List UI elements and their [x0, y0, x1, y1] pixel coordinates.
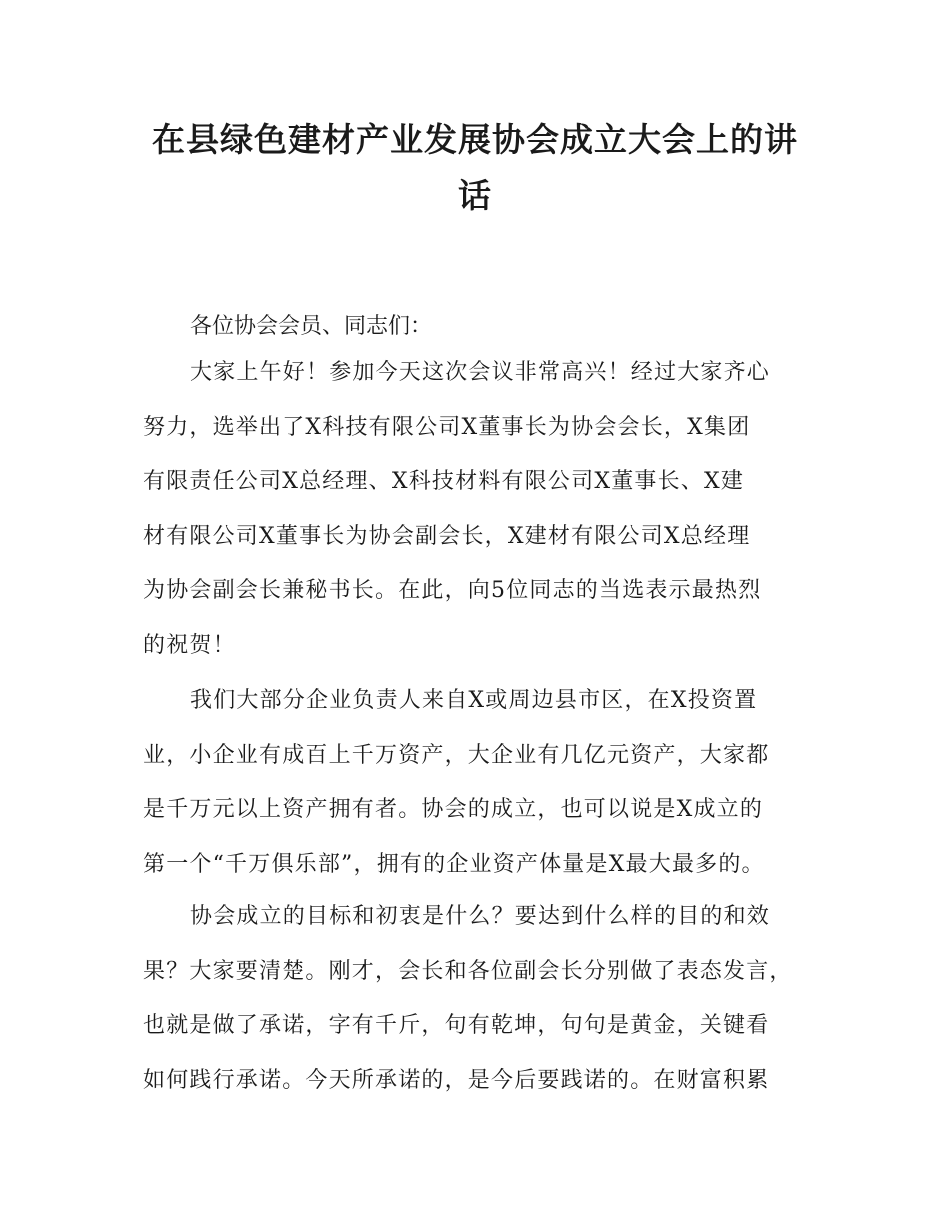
- paragraph-line: 我们大部分企业负责人来自X或周边县市区，在X投资置: [190, 688, 758, 713]
- paragraph-line: 如何践行承诺。今天所承诺的，是今后要践诺的。在财富积累: [143, 1067, 770, 1093]
- paragraph-line: 业，小企业有成百上千万资产，大企业有几亿元资产，大家都: [143, 742, 770, 768]
- paragraph-line: 也就是做了承诺，字有千斤，句有乾坤，句句是黄金，关键看: [143, 1013, 770, 1038]
- paragraph-line: 第一个“千万俱乐部”，拥有的企业资产体量是X最大最多的。: [143, 851, 765, 877]
- paragraph-line: 为协会副会长兼秘书长。在此，向5位同志的当选表示最热烈: [143, 578, 762, 603]
- paragraph-line: 果？大家要清楚。刚才，会长和各位副会长分别做了表态发言，: [143, 958, 793, 984]
- paragraph-line: 的祝贺！: [143, 632, 236, 658]
- salutation: 各位协会会员、同志们：: [190, 314, 433, 339]
- paragraph-line: 努力，选举出了X科技有限公司X董事长为协会会长，X集团: [143, 414, 751, 440]
- paragraph-2: [143, 674, 843, 892]
- paragraph-line: 大家上午好！参加今天这次会议非常高兴！经过大家齐心: [190, 360, 771, 385]
- document-title: 在县绿色建材产业发展协会成立大会上的讲话: [152, 120, 798, 215]
- paragraph-line: 有限责任公司X总经理、X科技材料有限公司X董事长、X建: [143, 469, 745, 494]
- paragraph-line: 材有限公司X董事长为协会副会长，X建材有限公司X总经理: [143, 523, 751, 549]
- paragraph-line: 是千万元以上资产拥有者。协会的成立，也可以说是X成立的: [143, 797, 764, 822]
- paragraph-3: [143, 890, 843, 1108]
- paragraph-line: 协会成立的目标和初衷是什么？要达到什么样的目的和效: [190, 904, 771, 929]
- paragraph-1: [143, 346, 843, 673]
